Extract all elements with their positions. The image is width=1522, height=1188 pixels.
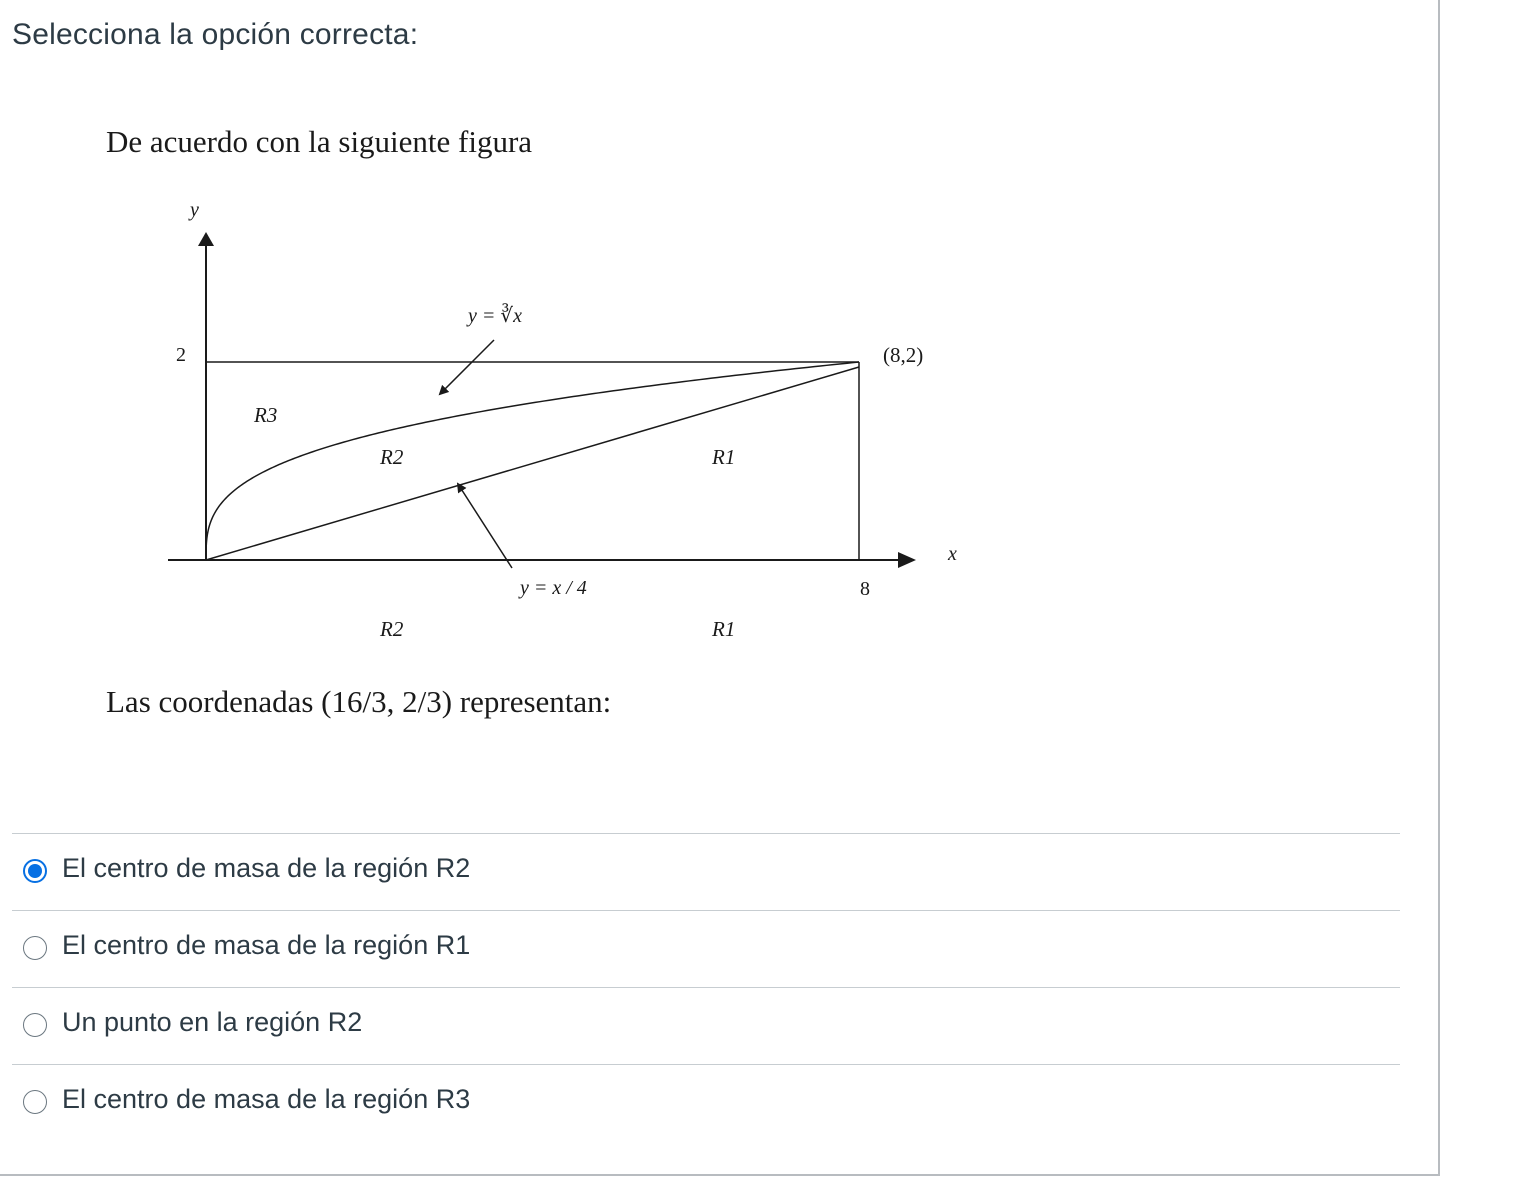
figure-svg	[150, 190, 970, 660]
answer-label: El centro de masa de la región R2	[62, 853, 471, 883]
answer-option-3[interactable]	[12, 987, 1400, 1064]
region-r1-caption: R1	[712, 617, 736, 641]
answer-option-2[interactable]	[12, 910, 1400, 987]
answer-list	[12, 833, 1400, 1141]
region-r2-label: R2	[380, 445, 404, 469]
radio-button[interactable]	[23, 1090, 47, 1114]
answer-option-1[interactable]	[12, 833, 1400, 910]
region-r2-caption: R2	[380, 617, 404, 641]
region-figure	[150, 190, 970, 660]
region-r3-label: R3	[254, 403, 278, 427]
x-tick-label: 8	[860, 578, 870, 600]
x-axis-arrow	[898, 552, 916, 568]
answer-option-4[interactable]	[12, 1064, 1400, 1141]
linear-equation: y = x / 4	[520, 577, 587, 599]
line-pointer-arrow	[458, 484, 512, 568]
corner-point-label: (8,2)	[883, 343, 924, 367]
radio-button[interactable]	[23, 936, 47, 960]
answer-label: Un punto en la región R2	[62, 1007, 363, 1037]
radio-button[interactable]	[23, 1013, 47, 1037]
y-axis-arrow	[198, 232, 214, 246]
question-intro: De acuerdo con la siguiente figura	[106, 124, 533, 159]
y-axis-label: y	[190, 199, 199, 221]
question-title: Selecciona la opción correcta:	[12, 18, 419, 51]
x-axis-label: x	[948, 543, 957, 565]
answer-label: El centro de masa de la región R3	[62, 1084, 471, 1114]
cube-root-equation: y = ∛x	[468, 305, 522, 327]
linear-curve	[206, 367, 859, 560]
y-tick-label: 2	[176, 344, 186, 366]
answer-label: El centro de masa de la región R1	[62, 930, 471, 960]
curve-pointer-arrow	[440, 340, 494, 394]
question-prompt: Las coordenadas (16/3, 2/3) representan:	[106, 684, 612, 719]
radio-button[interactable]	[23, 859, 47, 883]
region-r1-label: R1	[712, 445, 736, 469]
